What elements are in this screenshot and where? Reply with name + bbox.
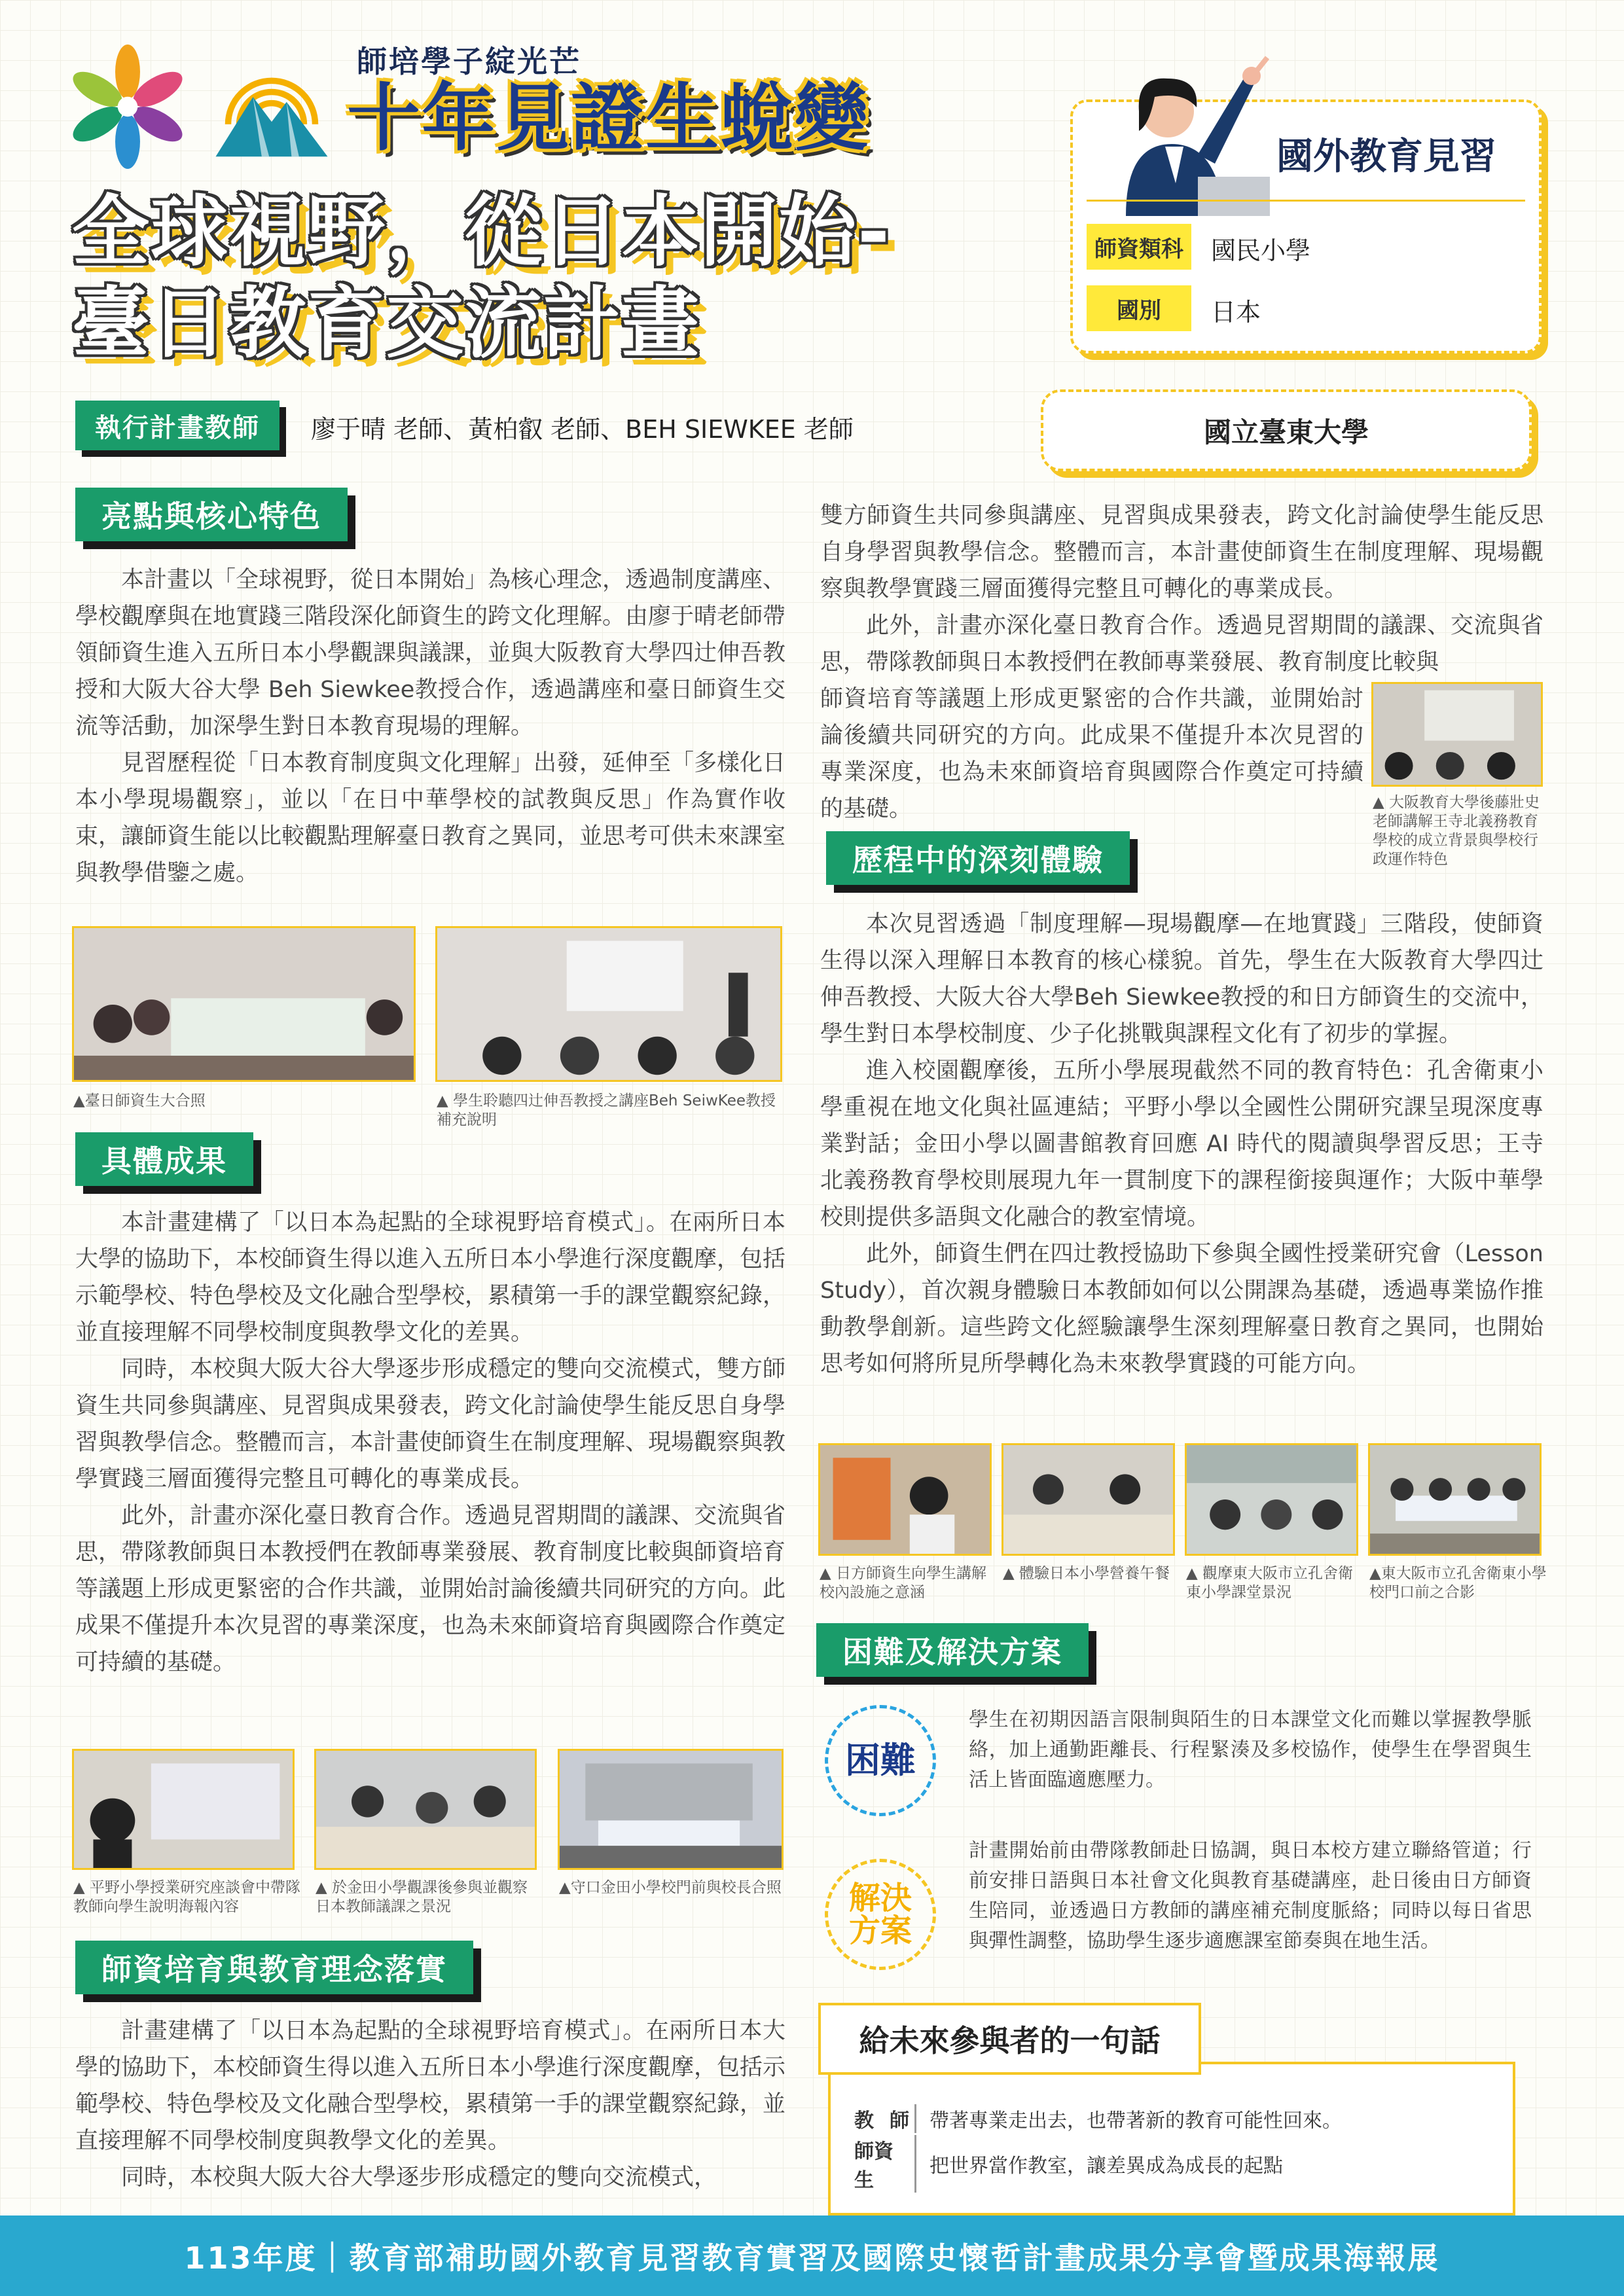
photo-classroom	[1185, 1443, 1358, 1556]
photo-lunch	[1001, 1443, 1175, 1556]
solution-label	[848, 1879, 912, 1949]
section-title-difficulty: 困難及解決方案	[816, 1623, 1089, 1677]
photo-caption: ▲ 體驗日本小學營養午餐	[1003, 1565, 1170, 1582]
photo-caption: ▲ 大阪教育大學後藤壯史老師講解王寺北義務教育學校的成立背景與學校行政運作特色	[1373, 794, 1540, 868]
photo-caption: ▲ 日方師資生向學生講解校內設施之意涵	[820, 1565, 986, 1601]
solution-text: 計畫開始前由帶隊教師赴日協調，與日本校方建立聯絡管道；行前安排日語與日本社會文化與教育基礎講座，赴日後由日方師資生陪同，並透過日方教師的講座補充制度脈絡；同時以每日省思與彈性調整，協助學生逐步適應課室節奏與在地生活。	[969, 1839, 1532, 1952]
photo-caption: ▲ 觀摩東大阪市立孔舍衛東小學課堂景況	[1186, 1565, 1353, 1601]
paragraph: 同時，本校與大阪大谷大學逐步形成穩定的雙向交流模式，	[121, 2164, 717, 2191]
difficulty-circle	[825, 1705, 936, 1816]
difficulty-label: 困難	[845, 1739, 916, 1781]
photo-caption: ▲臺日師資生大合照	[73, 1092, 206, 1109]
future-role: 教 師	[854, 2104, 916, 2133]
future-role: 師資生	[854, 2135, 916, 2193]
photo-hirano-poster	[72, 1749, 295, 1870]
paragraph: 見習歷程從「日本教育制度與文化理解」出發，延伸至「多樣化日本小學現場觀察」，並以「在日中華學校的試教與反思」作為實作收束，讓師資生能以比較觀點理解臺日教育之異同，並思考可供未來課室與教學借鑒之處。	[75, 750, 786, 886]
solution-circle	[825, 1859, 936, 1970]
section-title-journey: 歷程中的深刻體驗	[826, 831, 1130, 885]
future-message-title: 給未來參與者的一句話	[818, 2003, 1201, 2075]
solution-label-line: 解決	[848, 1879, 912, 1916]
photo-group-taiwan-japan	[72, 926, 416, 1082]
results-text	[75, 1204, 785, 1681]
card-label-country: 國別	[1087, 285, 1191, 331]
section-title-highlights: 亮點與核心特色	[75, 488, 348, 541]
photo-kaneda-class	[314, 1749, 537, 1870]
poster-title-line-1: 全球視野，從日本開始-	[72, 187, 891, 277]
photo-lecture	[435, 926, 782, 1082]
future-row-teacher	[854, 2104, 1342, 2133]
exec-teacher-label: 執行計畫教師	[75, 401, 280, 450]
series-title: 十年見證生蛻變	[347, 76, 869, 161]
difficulty-text: 學生在初期因語言限制與陌生的日本課堂文化而難以掌握教學脈絡，加上通勤距離長、行程緊湊及多校協作，使學生在學習與生活上皆面臨適應壓力。	[969, 1708, 1532, 1791]
teacher-ed-text	[75, 2013, 785, 2196]
section-title-results: 具體成果	[75, 1132, 253, 1186]
highlights-text	[75, 562, 785, 891]
university-name: 國立臺東大學	[1041, 389, 1532, 471]
poster-title-line-2: 臺日教育交流計畫	[72, 278, 701, 368]
paragraph: 同時，本校與大阪大谷大學逐步形成穩定的雙向交流模式，雙方師資生共同參與講座、見習與成果發表，跨文化討論使學生能反思自身學習與教學信念。整體而言，本計畫使師資生在制度理解、現場觀察與教學實踐三層面獲得完整且可轉化的專業成長。	[75, 1356, 786, 1492]
paragraph: 此外，師資生們在四辻教授協助下參與全國性授業研究會（Lesson Study），首次親身體驗日本教師如何以公開課為基礎，透過專業協作推動教學創新。這些跨文化經驗讓學生深刻理解臺日教育之異同，也開始思考如何將所見所學轉化為未來教學實踐的可能方向。	[820, 1241, 1543, 1377]
paragraph: 雙方師資生共同參與講座、見習與成果發表，跨文化討論使學生能反思自身學習與教學信念。整體而言，本計畫使師資生在制度理解、現場觀察與教學實踐三層面獲得完整且可轉化的專業成長。	[820, 503, 1543, 602]
photo-osaka-lecture	[1371, 682, 1543, 787]
photo-caption: ▲ 學生聆聽四辻伸吾教授之講座Beh SeiwKee教授補充說明	[437, 1092, 776, 1128]
photo-caption: ▲ 平野小學授業研究座談會中帶隊教師向學生說明海報內容	[73, 1879, 300, 1915]
card-value-country: 日本	[1211, 298, 1261, 327]
photo-caption: ▲守口金田小學校門前與校長合照	[559, 1879, 782, 1896]
section-title-teacher-ed: 師資培育與教育理念落實	[75, 1941, 473, 1994]
paragraph: 計畫建構了「以日本為起點的全球視野培育模式」。在兩所日本大學的協助下，本校師資生得以進入五所日本小學進行深度觀摩，包括示範學校、特色學校及文化融合型學校，累積第一手的課堂觀察紀錄，並直接理解不同學校制度與教學文化的差異。	[75, 2018, 786, 2154]
paragraph: 本計畫以「全球視野，從日本開始」為核心理念，透過制度講座、學校觀摩與在地實踐三階段深化師資生的跨文化理解。由廖于晴老師帶領師資生進入五所日本小學觀課與議課，並與大阪教育大學四辻伸吾教授和大阪大谷大學 Beh Siewkee教授合作，透過講座和臺日師資生交流等活動，加深學生對日本教育現場的理解。	[75, 567, 786, 740]
paragraph: 本計畫建構了「以日本為起點的全球視野培育模式」。在兩所日本大學的協助下，本校師資生得以進入五所日本小學進行深度觀摩，包括示範學校、特色學校及文化融合型學校，累積第一手的課堂觀察紀錄，並直接理解不同學校制度與教學文化的差異。	[75, 1210, 786, 1346]
future-quote: 帶著專業走出去，也帶著新的教育可能性回來。	[929, 2109, 1342, 2132]
paragraph: 此外，計畫亦深化臺日教育合作。透過見習期間的議課、交流與省思，帶隊教師與日本教授們在教師專業發展、教育制度比較與師資培育等議題上形成更緊密的合作共識，並開始討論後續共同研究的方向。此成果不僅提升本次見習的專業深度，也為未來師資培育與國際合作奠定可持續的基礎。	[75, 1503, 786, 1676]
right-continued-text-narrow: 師資培育等議題上形成更緊密的合作共識，並開始討論後續共同研究的方向。此成果不僅提升本次見習的專業深度，也為未來師資培育與國際合作奠定可持續的基礎。	[820, 686, 1363, 822]
paragraph: 本次見習透過「制度理解—現場觀摩—在地實踐」三階段，使師資生得以深入理解日本教育的核心樣貌。首先，學生在大阪教育大學四辻伸吾教授、大阪大谷大學Beh Siewkee教授的和日方師資生的交流中，學生對日本學校制度、少子化挑戰與課程文化有了初步的掌握。	[820, 911, 1543, 1047]
sun-mountain-logo-icon	[209, 47, 334, 162]
series-subtitle: 師培學子綻光芒	[357, 44, 581, 79]
photo-school-gate	[558, 1749, 784, 1870]
card-value-category: 國民小學	[1211, 236, 1311, 265]
photo-caption: ▲ 於金田小學觀課後參與並觀察日本教師議課之景況	[316, 1879, 528, 1915]
photo-school-gate-east	[1368, 1443, 1542, 1556]
right-continued-text	[820, 497, 1543, 681]
card-label-category: 師資類科	[1087, 224, 1191, 270]
solution-label-line: 方案	[848, 1912, 912, 1949]
paragraph: 此外，計畫亦深化臺日教育合作。透過見習期間的議課、交流與省思，帶隊教師與日本教授們在教師專業發展、教育制度比較與	[820, 613, 1543, 675]
flower-logo-icon	[65, 45, 190, 169]
future-row-student	[854, 2135, 1283, 2193]
exec-teacher-names: 廖于晴 老師、黃柏叡 老師、BEH SIEWKEE 老師	[311, 415, 854, 444]
card-divider	[1087, 200, 1525, 202]
photo-facilities	[818, 1443, 992, 1556]
future-quote: 把世界當作教室，讓差異成為成長的起點	[929, 2155, 1283, 2178]
journey-text	[820, 906, 1543, 1382]
paragraph: 進入校園觀摩後，五所小學展現截然不同的教育特色：孔舍衛東小學重視在地文化與社區連結；平野小學以全國性公開研究課呈現深度專業對話；金田小學以圖書館教育回應 AI 時代的閱讀與學習反思；王寺北義務教育學校則展現九年一貫制度下的課程銜接與運作；大阪中華學校則提供多語與文化融合的教室情境。	[820, 1058, 1543, 1230]
photo-caption: ▲東大阪市立孔舍衛東小學校門口前之合影	[1369, 1565, 1547, 1601]
card-title: 國外教育見習	[1276, 135, 1496, 178]
teacher-pointing-icon	[1074, 52, 1270, 216]
footer-banner: 113年度｜教育部補助國外教育見習教育實習及國際史懷哲計畫成果分享會暨成果海報展	[0, 2215, 1624, 2296]
